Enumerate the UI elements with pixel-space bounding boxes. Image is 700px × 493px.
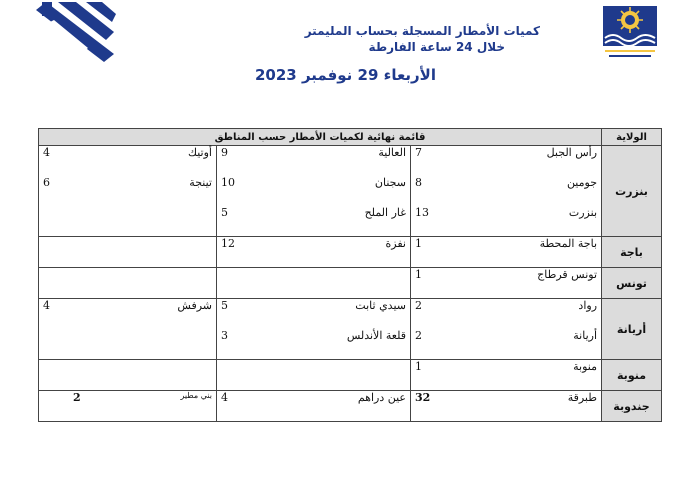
table-row: [39, 146, 662, 177]
rain-value: 7: [411, 146, 448, 177]
table-header-row: [39, 129, 662, 146]
governorate-cell: تونس: [602, 268, 662, 299]
rain-value: 1: [411, 360, 448, 391]
station-name: نفزة: [257, 237, 411, 268]
rain-value: 4: [217, 391, 257, 422]
rain-value: 2: [415, 329, 422, 342]
rain-value: 13: [415, 206, 429, 219]
station-name: أريانة: [573, 329, 598, 342]
report-period: خلال 24 ساعة الفارطة: [368, 40, 505, 54]
station-name: عين دراهم: [257, 391, 411, 422]
rain-value: [217, 268, 257, 299]
station-name: [75, 206, 217, 237]
rain-value: [39, 237, 75, 268]
governorate-cell: بنزرت: [602, 146, 662, 237]
report-title: كميات الأمطار المسجلة بحساب المليمتر: [304, 24, 540, 38]
station-name: [75, 237, 217, 268]
station-name: تينجة: [75, 176, 217, 206]
rain-value: 4: [39, 299, 75, 330]
rain-value: 4: [39, 146, 75, 177]
rain-value: [39, 206, 75, 237]
header-governorate: الولاية: [602, 129, 662, 146]
station-name: [257, 360, 411, 391]
rain-value: [217, 360, 257, 391]
table-row: [39, 176, 662, 206]
station-name: سجنان: [257, 176, 411, 206]
table-row: [39, 206, 662, 237]
station-name: [257, 268, 411, 299]
table-row: [39, 360, 662, 391]
rain-value: 3: [221, 329, 228, 342]
meteo-institute-logo-icon: [599, 4, 661, 60]
rain-value: 5: [221, 206, 228, 219]
station-name: رواد: [448, 299, 602, 330]
station-name: باجة المحطة: [448, 237, 602, 268]
station-name: تونس قرطاج: [448, 268, 602, 299]
station-name: أوتيك: [75, 146, 217, 177]
governorate-cell: جندوبة: [602, 391, 662, 422]
stripes-logo-icon: [36, 2, 116, 64]
rain-value: 5: [217, 299, 257, 330]
governorate-cell: منوبة: [602, 360, 662, 391]
station-name: غار الملح: [257, 206, 411, 237]
station-name: العالية: [257, 146, 411, 177]
station-name: [75, 268, 217, 299]
report-date: الأربعاء 29 نوفمبر 2023: [254, 66, 436, 84]
table-row: [39, 329, 662, 360]
governorate-cell: أريانة: [602, 299, 662, 360]
rain-value: 8: [415, 176, 422, 189]
table-row: [39, 237, 662, 268]
station-name: بني مطير: [75, 391, 217, 422]
table-row: [39, 391, 662, 422]
rainfall-table: [38, 128, 662, 422]
station-name: [75, 360, 217, 391]
rain-value: 1: [411, 268, 448, 299]
rain-value: 2: [39, 391, 75, 422]
station-name: جومين: [566, 176, 598, 189]
rain-value: [39, 360, 75, 391]
station-name: شرفش: [75, 299, 217, 330]
rain-value: [39, 329, 75, 360]
station-name: طبرقة: [448, 391, 602, 422]
rain-value: 32: [411, 391, 448, 422]
rain-value: 2: [411, 299, 448, 330]
table-row: [39, 299, 662, 330]
rain-value: 6: [39, 176, 75, 206]
rain-value: [39, 268, 75, 299]
table-row: [39, 268, 662, 299]
station-name: بنزرت: [568, 206, 598, 219]
station-name: قلعة الأندلس: [257, 329, 411, 360]
station-name: رأس الجبل: [448, 146, 602, 177]
header-list-title: قائمة نهائية لكميات الأمطار حسب المناطق: [39, 129, 602, 146]
rain-value: 9: [217, 146, 257, 177]
station-name: منوبة: [448, 360, 602, 391]
rain-value: 12: [217, 237, 257, 268]
governorate-cell: باجة: [602, 237, 662, 268]
station-name: [75, 329, 217, 360]
station-name: سيدي ثابت: [257, 299, 411, 330]
rain-value: 1: [411, 237, 448, 268]
rain-value: 10: [221, 176, 235, 189]
